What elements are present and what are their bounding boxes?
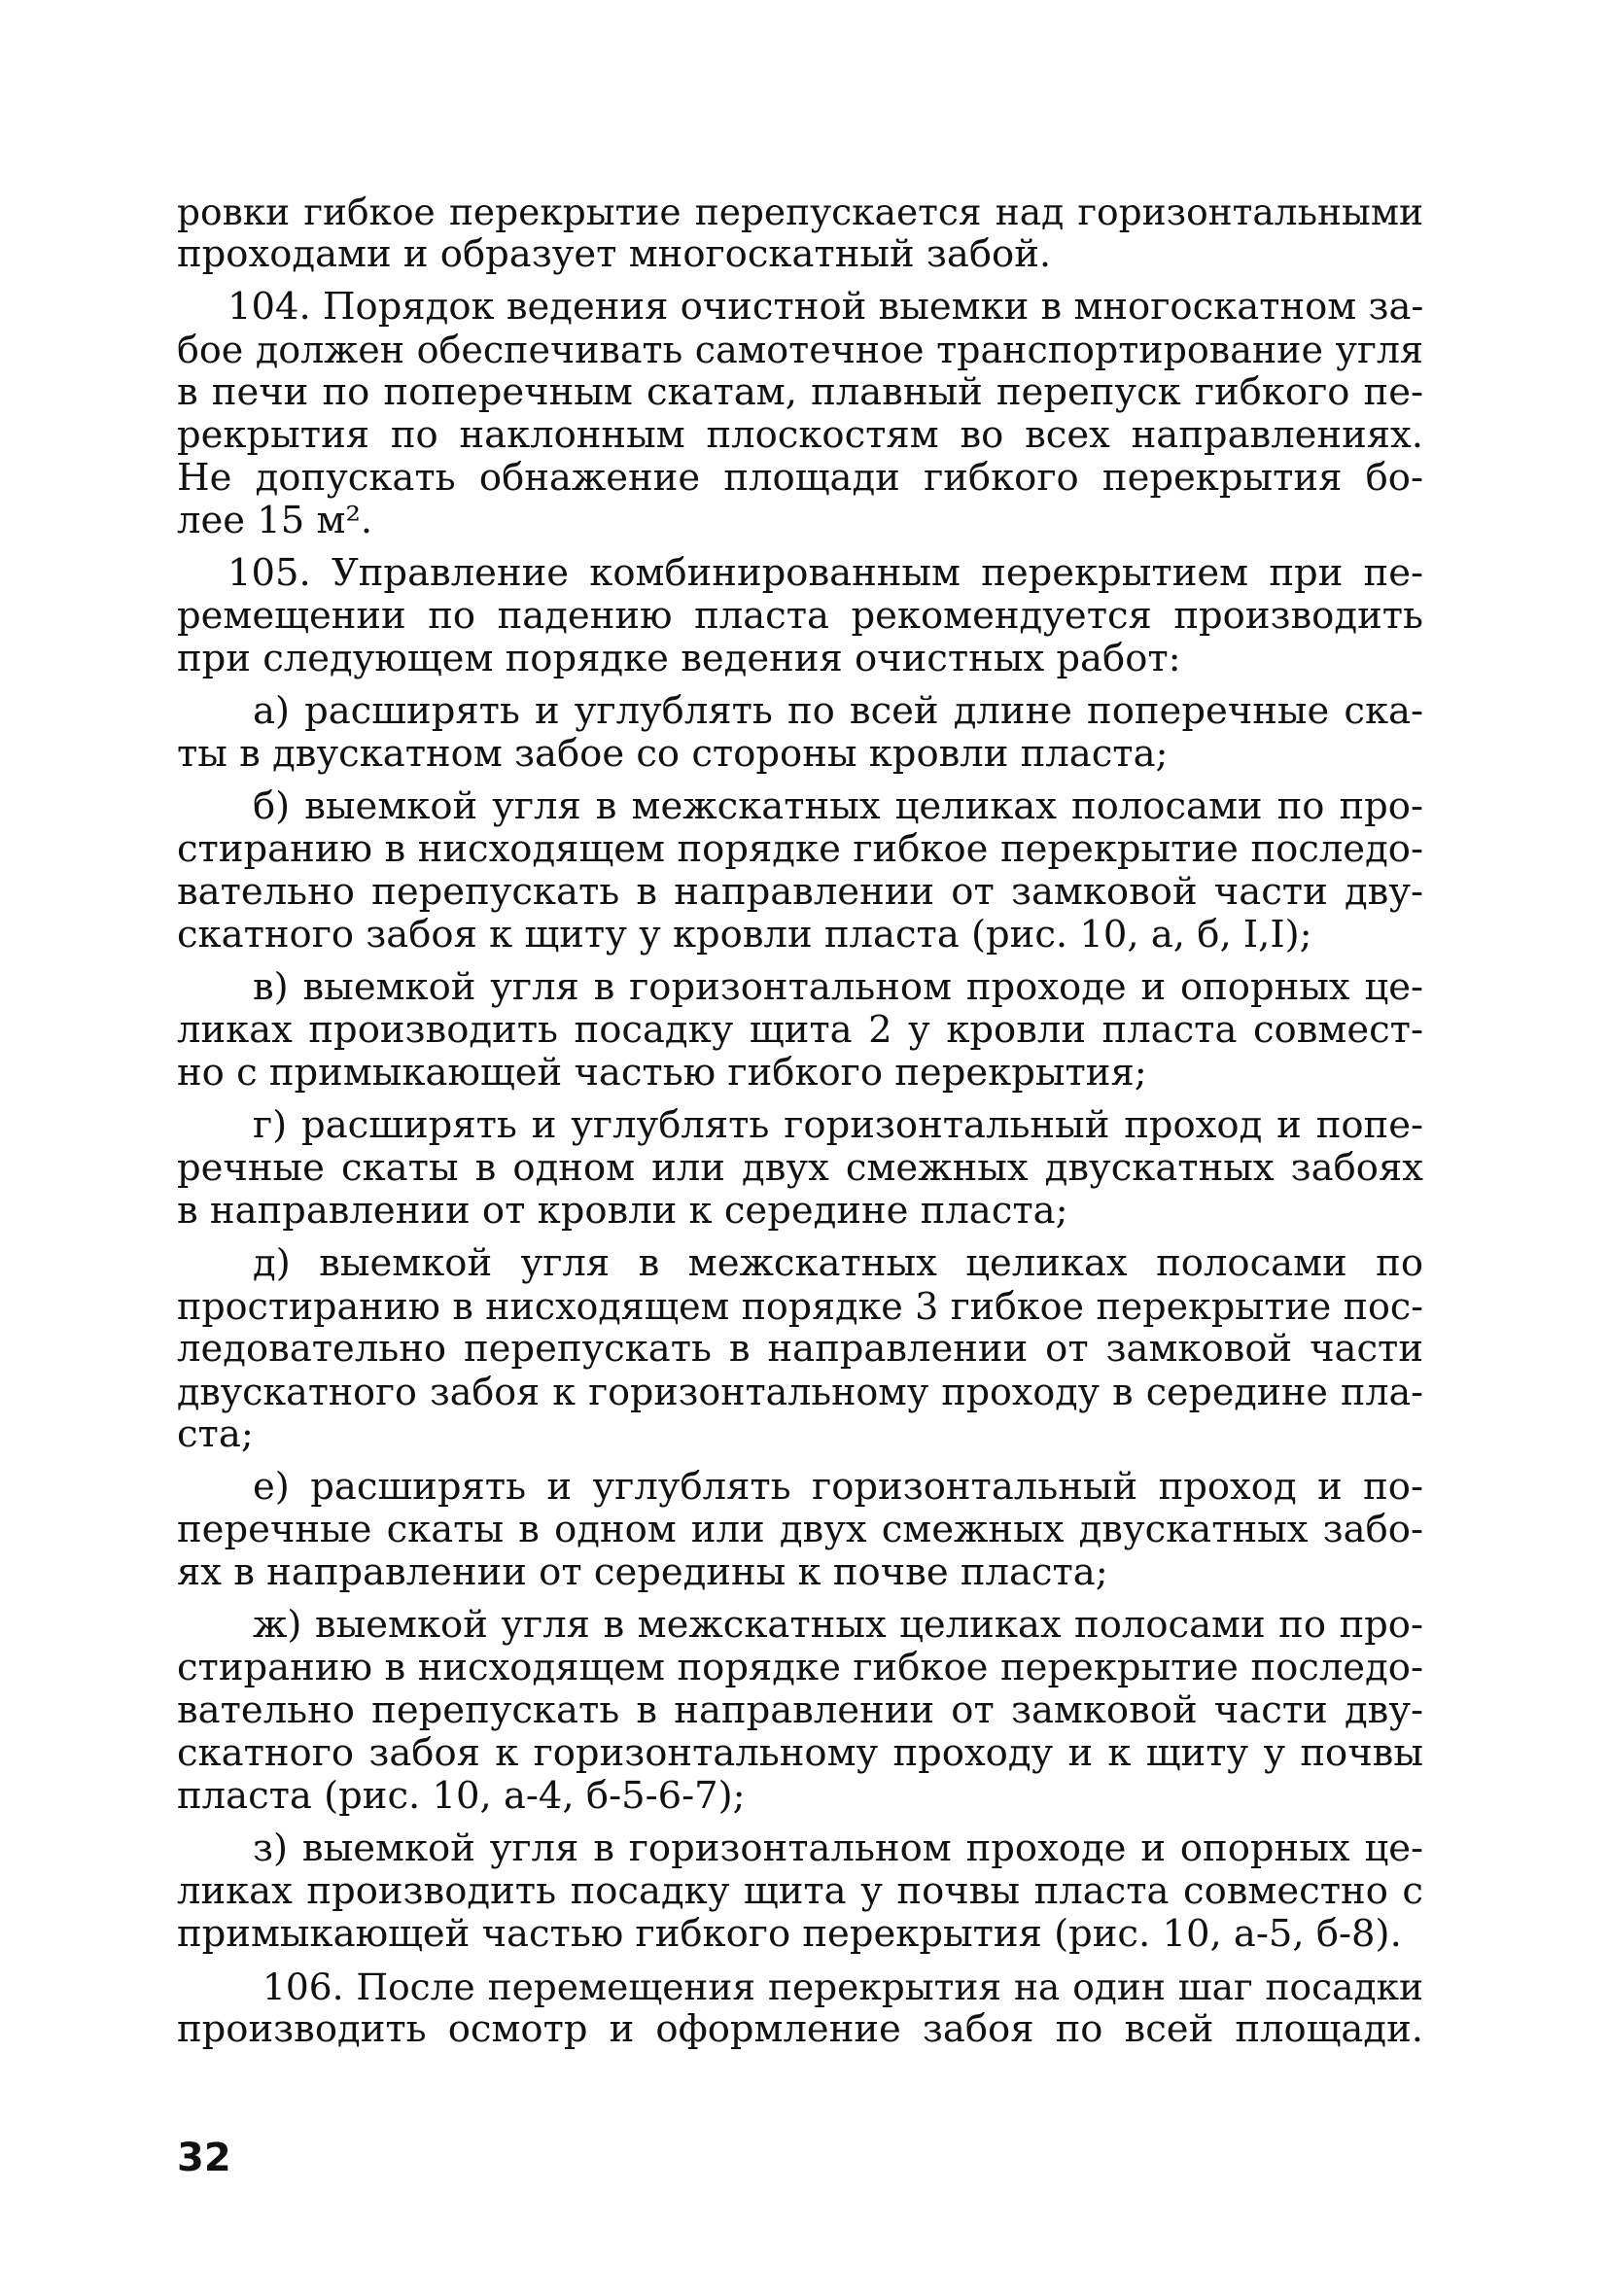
text-line: г) расширять и углублять горизонтальный проход и попе- — [253, 1103, 1423, 1147]
text-line: простиранию в нисходящем порядке 3 гибкое перекрытие пос- — [177, 1285, 1423, 1328]
text-line: в печи по поперечным скатам, плавный перепуск гибкого пе- — [177, 370, 1423, 414]
paragraph-104 — [177, 286, 1423, 542]
paragraph-continuation — [177, 191, 1423, 276]
text-line: скатного забоя к щиту у кровли пласта (рис. 10, а, б, I,I); — [177, 913, 1312, 957]
text-line: ты в двускатном забое со стороны кровли пласта; — [177, 732, 1169, 776]
text-line: е) расширять и углублять горизонтальный проход и по- — [253, 1465, 1423, 1509]
text-line: ликах производить посадку щита у почвы пласта совместно с — [177, 1869, 1423, 1913]
text-line: б) выемкой угля в межскатных целиках полосами по про- — [253, 784, 1423, 828]
text-line: д) выемкой угля в межскатных целиках полосами по — [253, 1241, 1423, 1285]
text-line: з) выемкой угля в горизонтальном проходе и опорных це- — [253, 1826, 1423, 1870]
list-item-e — [177, 1466, 1423, 1594]
list-item-v — [177, 966, 1423, 1095]
text-line: скатного забоя к горизонтальному проходу и к щиту у почвы — [177, 1731, 1423, 1775]
text-line: ях в направлении от середины к почве пласта; — [177, 1550, 1108, 1594]
text-line: ж) выемкой угля в межскатных целиках полосами по про- — [253, 1603, 1423, 1647]
list-item-zh — [177, 1604, 1423, 1818]
text-line: Не допускать обнажение площади гибкого перекрытия бо- — [177, 456, 1423, 500]
text-line: стиранию в нисходящем порядке гибкое перекрытие последо- — [177, 827, 1423, 871]
text-line: но с примыкающей частью гибкого перекрытия; — [177, 1051, 1147, 1095]
list-item-d — [177, 1242, 1423, 1456]
list-item-a — [177, 690, 1423, 776]
text-line: рекрытия по наклонным плоскостям во всех направлениях. — [177, 413, 1423, 457]
paragraph-105 — [177, 552, 1423, 680]
text-line: ледовательно перепускать в направлении от замковой части — [177, 1327, 1423, 1371]
text-line: речные скаты в одном или двух смежных двускатных забоях — [177, 1146, 1423, 1190]
body-text — [177, 191, 1423, 2051]
text-line: в) выемкой угля в горизонтальном проходе и опорных це- — [253, 965, 1423, 1009]
text-line: производить осмотр и оформление забоя по всей площади. — [177, 2007, 1423, 2051]
text-line: 104. Порядок ведения очистной выемки в многоскатном за- — [227, 285, 1424, 329]
text-line: двускатного забоя к горизонтальному проходу в середине пла- — [177, 1371, 1423, 1413]
text-line: ста; — [177, 1412, 254, 1456]
text-line: вательно перепускать в направлении от замковой части дву- — [177, 1688, 1423, 1732]
text-line: проходами и образует многоскатный забой. — [177, 232, 1052, 276]
text-line: 105. Управление комбинированным перекрытием при пе- — [227, 551, 1423, 595]
text-line: ликах производить посадку щита 2 у кровли пласта совмест- — [177, 1008, 1423, 1052]
list-item-b — [177, 785, 1423, 957]
list-item-g — [177, 1104, 1423, 1233]
text-line: ремещении по падению пласта рекомендуется производить — [177, 594, 1423, 638]
text-line: а) расширять и углублять по всей длине поперечные ска- — [253, 689, 1423, 733]
text-line: ровки гибкое перекрытие перепускается над горизонтальными — [177, 191, 1423, 233]
text-line: при следующем порядке ведения очистных работ: — [177, 637, 1181, 680]
text-line: вательно перепускать в направлении от замковой части дву- — [177, 870, 1423, 914]
text-line: примыкающей частью гибкого перекрытия (рис. 10, а-5, б-8). — [177, 1912, 1402, 1956]
text-line: лее 15 м². — [177, 499, 373, 542]
page-number: 32 — [177, 2136, 231, 2180]
text-line: бое должен обеспечивать самотечное транспортирование угля — [177, 329, 1423, 371]
text-line: 106. После перемещения перекрытия на один шаг посадки — [262, 1966, 1423, 2008]
text-line: стиранию в нисходящем порядке гибкое перекрытие последо- — [177, 1646, 1423, 1689]
text-line: пласта (рис. 10, а-4, б-5-6-7); — [177, 1774, 746, 1818]
paragraph-106 — [177, 1966, 1423, 2051]
text-line: в направлении от кровли к середине пласта; — [177, 1189, 1068, 1233]
text-line: перечные скаты в одном или двух смежных двускатных забо- — [177, 1508, 1423, 1551]
list-item-z — [177, 1827, 1423, 1956]
